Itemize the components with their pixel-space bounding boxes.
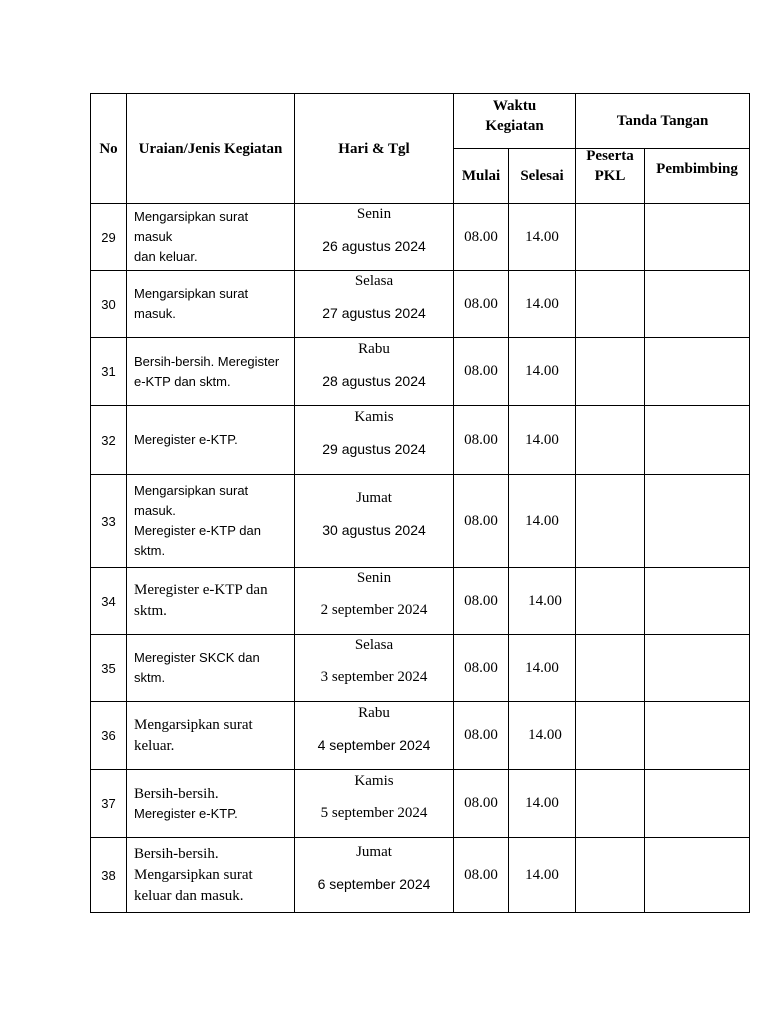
- row-date: 26 agustus 2024: [322, 238, 426, 254]
- row-start-time: 08.00: [454, 204, 509, 271]
- row-day-date: [295, 204, 454, 271]
- row-day-date: [295, 406, 454, 475]
- row-number: 32: [91, 406, 127, 475]
- row-signature-pembimbing: [645, 702, 750, 770]
- activity-line: keluar dan masuk.: [134, 887, 244, 904]
- row-start-time: 08.00: [454, 475, 509, 568]
- activity-line: dan keluar.: [134, 249, 198, 264]
- row-signature-pembimbing: [645, 635, 750, 702]
- activity-line: Mengarsipkan surat masuk: [134, 209, 249, 244]
- row-end-time: 14.00: [509, 568, 576, 635]
- row-start-time: 08.00: [454, 770, 509, 838]
- row-day-date: [295, 338, 454, 406]
- row-signature-peserta: [576, 475, 645, 568]
- table-row: [91, 271, 750, 338]
- table-row: [91, 338, 750, 406]
- row-signature-pembimbing: [645, 568, 750, 635]
- row-day-date: [295, 770, 454, 838]
- activity-line: Mengarsipkan surat: [134, 716, 253, 733]
- row-start-time: 08.00: [454, 568, 509, 635]
- header-peserta-label: Peserta PKL: [586, 148, 634, 184]
- activity-line: sktm.: [134, 603, 167, 619]
- activity-line: sktm.: [134, 543, 166, 558]
- row-signature-peserta: [576, 568, 645, 635]
- row-date: 29 agustus 2024: [322, 441, 426, 457]
- row-day-date: [295, 271, 454, 338]
- row-day-date: [295, 702, 454, 770]
- row-signature-peserta: [576, 204, 645, 271]
- header-tanda-tangan: [576, 94, 750, 149]
- header-waktu-kegiatan: [454, 94, 576, 149]
- row-number: 33: [91, 475, 127, 568]
- row-activity: [127, 271, 295, 338]
- header-pembimbing: Pembimbing: [645, 149, 750, 204]
- table-row: [91, 475, 750, 568]
- row-number: 35: [91, 635, 127, 702]
- table-row: [91, 204, 750, 271]
- row-signature-peserta: [576, 770, 645, 838]
- row-number: 31: [91, 338, 127, 406]
- activity-line: masuk.: [134, 503, 176, 518]
- row-day: Senin: [356, 570, 392, 586]
- row-number: 37: [91, 770, 127, 838]
- activity-line: Bersih-bersih. Meregister: [134, 353, 280, 369]
- activity-line: Mengarsipkan surat: [134, 483, 249, 498]
- row-start-time: 08.00: [454, 635, 509, 702]
- table-row: [91, 635, 750, 702]
- row-number: 29: [91, 204, 127, 271]
- table-row: [91, 702, 750, 770]
- table-body: [91, 204, 750, 913]
- row-signature-pembimbing: [645, 838, 750, 913]
- activity-line: Meregister SKCK dan sktm.: [134, 650, 260, 685]
- activity-line: masuk.: [134, 306, 176, 321]
- row-activity: [127, 770, 295, 838]
- row-signature-peserta: [576, 838, 645, 913]
- row-signature-peserta: [576, 702, 645, 770]
- row-signature-pembimbing: [645, 338, 750, 406]
- row-date: 28 agustus 2024: [322, 372, 426, 389]
- activity-line: Bersih-bersih.: [134, 845, 219, 862]
- row-signature-peserta: [576, 635, 645, 702]
- activity-line: Meregister e-KTP.: [134, 432, 238, 447]
- row-activity: [127, 338, 295, 406]
- row-signature-peserta: [576, 338, 645, 406]
- row-end-time: 14.00: [509, 406, 576, 475]
- row-date: 4 september 2024: [317, 736, 431, 753]
- table-row: [91, 838, 750, 913]
- row-end-time: 14.00: [509, 271, 576, 338]
- row-number: 30: [91, 271, 127, 338]
- row-number: 34: [91, 568, 127, 635]
- row-date: 27 agustus 2024: [322, 305, 426, 321]
- row-day: Jumat: [356, 490, 392, 506]
- header-mulai: Mulai: [454, 149, 509, 204]
- activity-line: Meregister e-KTP.: [134, 805, 238, 821]
- row-date: 3 september 2024: [320, 669, 428, 685]
- activity-line: Mengarsipkan surat: [134, 286, 249, 301]
- row-activity: [127, 406, 295, 475]
- row-start-time: 08.00: [454, 338, 509, 406]
- activity-line: Bersih-bersih.: [134, 785, 219, 802]
- row-signature-peserta: [576, 406, 645, 475]
- table-row: [91, 770, 750, 838]
- header-peserta-pkl: [576, 149, 645, 204]
- row-activity: [127, 568, 295, 635]
- header-tanda-label: Tanda Tangan: [616, 113, 709, 129]
- row-end-time: 14.00: [509, 702, 576, 770]
- header-no: No: [91, 94, 127, 204]
- row-signature-pembimbing: [645, 204, 750, 271]
- row-day: Senin: [356, 206, 392, 222]
- header-uraian: Uraian/Jenis Kegiatan: [127, 94, 295, 204]
- row-end-time: 14.00: [509, 635, 576, 702]
- row-end-time: 14.00: [509, 475, 576, 568]
- row-activity: [127, 475, 295, 568]
- row-date: 2 september 2024: [320, 602, 428, 618]
- table-header: [91, 94, 750, 204]
- header-waktu-label: Waktu Kegiatan: [485, 98, 544, 134]
- row-day-date: [295, 635, 454, 702]
- row-activity: [127, 702, 295, 770]
- row-end-time: 14.00: [509, 338, 576, 406]
- row-date: 6 september 2024: [317, 876, 431, 892]
- activity-line: e-KTP dan sktm.: [134, 373, 231, 389]
- row-activity: [127, 838, 295, 913]
- row-day: Jumat: [356, 844, 392, 860]
- row-end-time: 14.00: [509, 838, 576, 913]
- row-end-time: 14.00: [509, 204, 576, 271]
- row-day: Selasa: [354, 273, 394, 289]
- row-day: Rabu: [358, 704, 390, 721]
- row-start-time: 08.00: [454, 702, 509, 770]
- row-day-date: [295, 568, 454, 635]
- activity-log-table: [90, 93, 750, 913]
- row-signature-pembimbing: [645, 406, 750, 475]
- row-start-time: 08.00: [454, 271, 509, 338]
- row-number: 38: [91, 838, 127, 913]
- activity-line: Meregister e-KTP dan: [134, 582, 268, 598]
- row-number: 36: [91, 702, 127, 770]
- row-day-date: [295, 475, 454, 568]
- header-hari-tgl: Hari & Tgl: [295, 94, 454, 204]
- row-start-time: 08.00: [454, 838, 509, 913]
- activity-line: keluar.: [134, 737, 175, 754]
- row-signature-pembimbing: [645, 271, 750, 338]
- table-row: [91, 406, 750, 475]
- row-day: Kamis: [354, 772, 394, 789]
- row-date: 30 agustus 2024: [322, 522, 426, 538]
- row-day: Kamis: [354, 409, 394, 425]
- row-day: Selasa: [354, 637, 394, 653]
- row-signature-pembimbing: [645, 770, 750, 838]
- row-day: Rabu: [358, 340, 390, 357]
- row-start-time: 08.00: [454, 406, 509, 475]
- header-selesai: Selesai: [509, 149, 576, 204]
- row-day-date: [295, 838, 454, 913]
- table-row: [91, 568, 750, 635]
- row-date: 5 september 2024: [320, 804, 428, 821]
- activity-line: Mengarsipkan surat: [134, 866, 253, 883]
- row-signature-peserta: [576, 271, 645, 338]
- activity-line: Meregister e-KTP dan: [134, 523, 261, 538]
- row-signature-pembimbing: [645, 475, 750, 568]
- row-end-time: 14.00: [509, 770, 576, 838]
- row-activity: [127, 635, 295, 702]
- row-activity: [127, 204, 295, 271]
